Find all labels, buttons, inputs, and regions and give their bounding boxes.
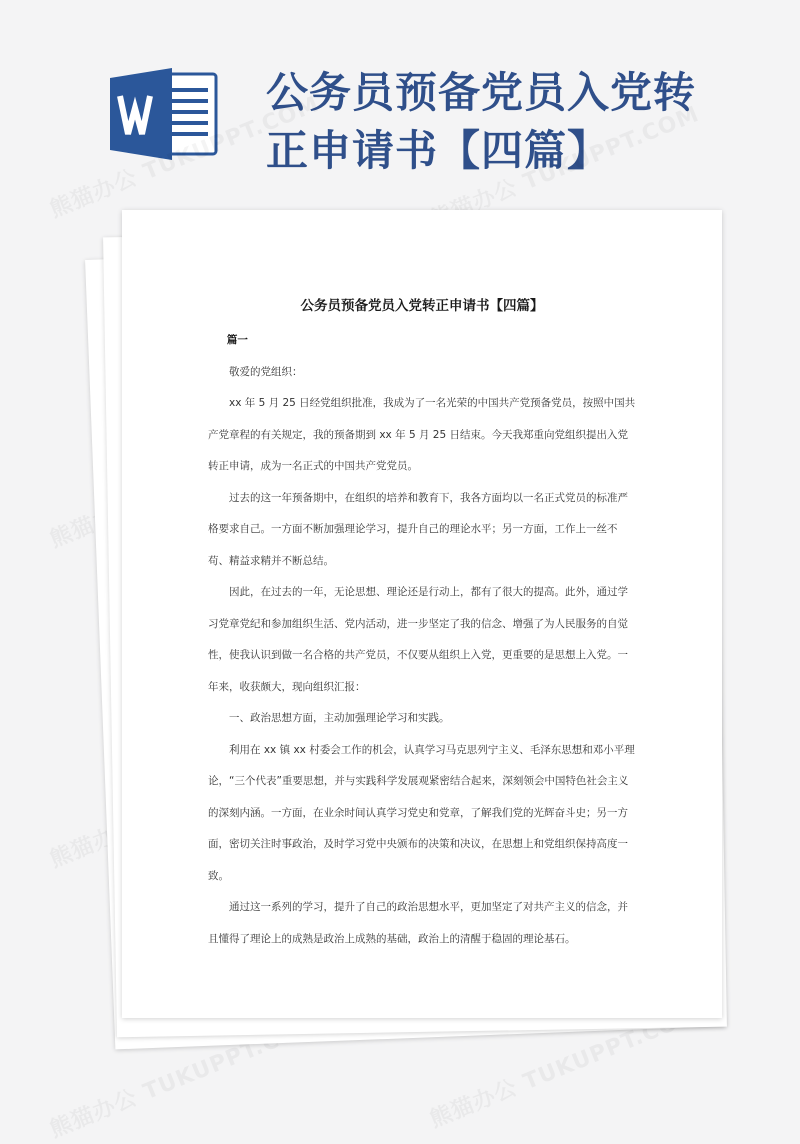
document-body — [208, 325, 638, 955]
paragraph: 一、政治思想方面，主动加强理论学习和实践。 — [229, 712, 450, 724]
section-label: 篇一 — [226, 334, 248, 346]
document-page — [122, 210, 722, 1018]
paragraph: 因此，在过去的一年，无论思想、理论还是行动上，都有了很大的提高。此外，通过学习党章党纪和参加组织生活、党内活动，进一步坚定了我的信念、增强了为人民服务的自觉性，使我认识到做一名合格的共产党员，不仅要从组织上入党，更重要的是思想上入党。一年来，收获颇大，现向组织汇报： — [208, 586, 628, 693]
salutation: 敬爱的党组织： — [229, 365, 303, 378]
paragraph: 利用在 xx 镇 xx 村委会工作的机会，认真学习马克思列宁主义、毛泽东思想和邓小平理论，“三个代表”重要思想，并与实践科学发展观紧密结合起来，深刻领会中国特色社会主义的深刻内涵。一方面，在业余时间认真学习党史和党章，了解我们党的光辉奋斗史；另一方面，密切关注时事政治，及时学习党中央颁布的决策和决议，在思想上和党组织保持高度一致。 — [208, 743, 635, 882]
document-title: 公务员预备党员入党转正申请书【四篇】 — [300, 298, 544, 314]
page-title-line-1: 公务员预备党员入党转 — [266, 68, 697, 117]
page-title-line-2: 正申请书【四篇】 — [266, 126, 611, 175]
paragraph: 通过这一系列的学习，提升了自己的政治思想水平，更加坚定了对共产主义的信念，并且懂得了理论上的成熟是政治上成熟的基础，政治上的清醒于稳固的理论基石。 — [208, 901, 628, 945]
paragraph: xx 年 5 月 25 日经党组织批准，我成为了一名光荣的中国共产党预备党员，按照中国共产党章程的有关规定，我的预备期到 xx 年 5 月 25 日结束。今天我郑重向党组织提出入党转正申请，成为一名正式的中国共产党党员。 — [208, 397, 636, 472]
paragraph: 过去的这一年预备期中，在组织的培养和教育下，我各方面均以一名正式党员的标准严格要求自己。一方面不断加强理论学习，提升自己的理论水平；另一方面，工作上一丝不苟、精益求精并不断总结。 — [208, 491, 628, 567]
